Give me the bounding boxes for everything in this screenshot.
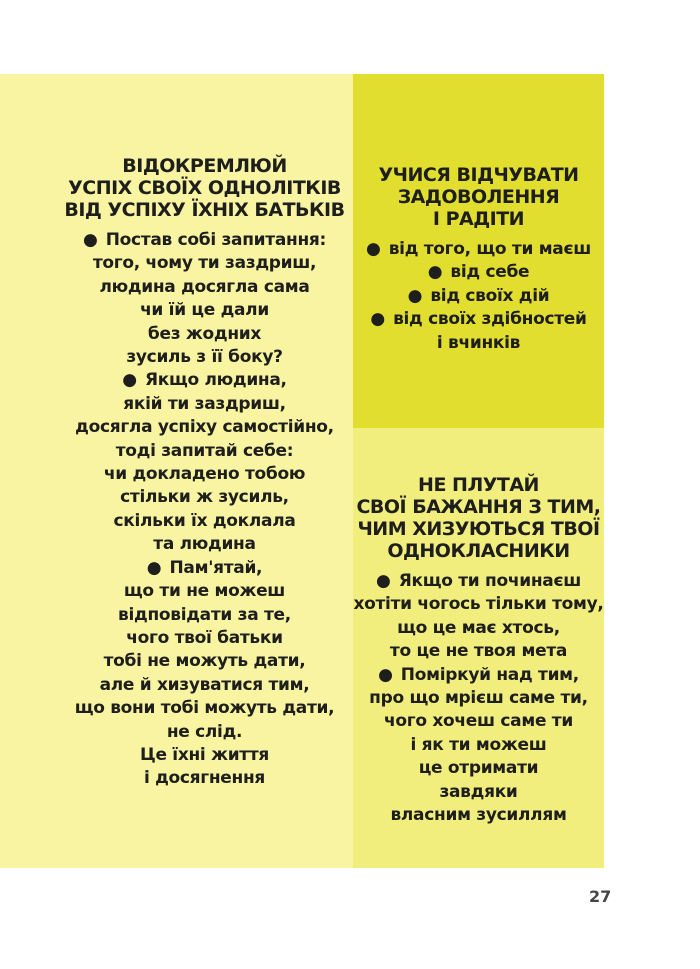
body-line: без жодних xyxy=(147,323,262,344)
title-line: ОДНОКЛАСНИКИ xyxy=(387,540,570,562)
body-line: хотіти чогось тільки тому, xyxy=(353,594,604,615)
body-line: та людина xyxy=(153,534,256,555)
body-line: чого хочеш саме ти xyxy=(384,711,573,732)
body-line: тоді запитай себе: xyxy=(115,440,294,461)
body-line: чого твої батьки xyxy=(126,627,283,648)
body-line: то це не твоя мета xyxy=(389,641,568,662)
body-line: ● від своїх дій xyxy=(407,285,550,306)
body-line: і як ти можеш xyxy=(410,734,547,755)
panel-title xyxy=(353,74,604,230)
title-line: УЧИСЯ ВІДЧУВАТИ xyxy=(378,164,579,186)
body-line: ● від своїх здібностей xyxy=(370,309,587,330)
panel-learn-to-feel-joy xyxy=(353,74,604,428)
panel-body xyxy=(353,238,604,355)
title-line: ЧИМ ХИЗУЮТЬСЯ ТВОЇ xyxy=(357,518,600,540)
body-line: тобі не можуть дати, xyxy=(103,651,306,672)
title-line: ВІД УСПІХУ ЇХНІХ БАТЬКІВ xyxy=(64,199,345,221)
title-line: ВІДОКРЕМЛЮЙ xyxy=(122,155,287,177)
body-line: чи докладено тобою xyxy=(103,464,306,485)
body-line: чи їй це дали xyxy=(140,300,269,321)
title-line: СВОЇ БАЖАННЯ З ТИМ, xyxy=(356,496,601,518)
body-line: досягла успіху самостійно, xyxy=(75,417,334,438)
body-line: і досягнення xyxy=(143,768,266,789)
body-line: ● Постав собі запитання: xyxy=(82,230,327,250)
title-line: УСПІХ СВОЇХ ОДНОЛІТКІВ xyxy=(68,177,341,199)
body-line: того, чому ти заздриш, xyxy=(92,253,317,274)
title-line: НЕ ПЛУТАЙ xyxy=(418,474,539,496)
panel-dont-confuse-desires xyxy=(353,428,604,868)
body-line: але й хизуватися тим, xyxy=(99,674,310,695)
body-line: Це їхні життя xyxy=(139,744,270,765)
body-line: ● від себе xyxy=(427,262,530,283)
body-line: завдяки xyxy=(439,781,518,802)
body-line: ● Якщо людина, xyxy=(122,370,287,391)
title-line: І РАДІТИ xyxy=(432,208,525,230)
panel-title xyxy=(353,428,604,562)
body-line: скільки їх доклала xyxy=(113,510,296,531)
body-line: ● Якщо ти починаєш xyxy=(376,571,581,591)
body-line: стільки ж зусиль, xyxy=(120,487,289,508)
body-line: відповідати за те, xyxy=(118,604,291,625)
body-line: це отримати xyxy=(418,758,539,779)
body-line: і вчинків xyxy=(436,332,521,353)
title-line: ЗАДОВОЛЕННЯ xyxy=(397,186,560,208)
body-line: ● Поміркуй над тим, xyxy=(378,664,579,685)
body-line: власним зусиллям xyxy=(390,805,567,826)
body-line: ● Пам'ятай, xyxy=(146,557,263,578)
body-line: що ти не можеш xyxy=(123,581,286,602)
body-line: ● від того, що ти маєш xyxy=(365,239,591,259)
body-line: що це має хтось, xyxy=(397,617,560,638)
panel-body xyxy=(353,570,604,827)
body-line: зусиль з її боку? xyxy=(126,347,283,368)
page-number: 27 xyxy=(589,887,612,906)
body-line: якій ти заздриш, xyxy=(123,393,286,414)
panel-separate-peers-success xyxy=(0,74,353,868)
body-line: людина досягла сама xyxy=(99,276,310,297)
body-line: не слід. xyxy=(166,721,243,742)
body-line: про що мрієш саме ти, xyxy=(369,688,588,709)
panel-body xyxy=(56,229,353,791)
panel-title xyxy=(56,74,353,221)
body-line: що вони тобі можуть дати, xyxy=(74,698,335,719)
